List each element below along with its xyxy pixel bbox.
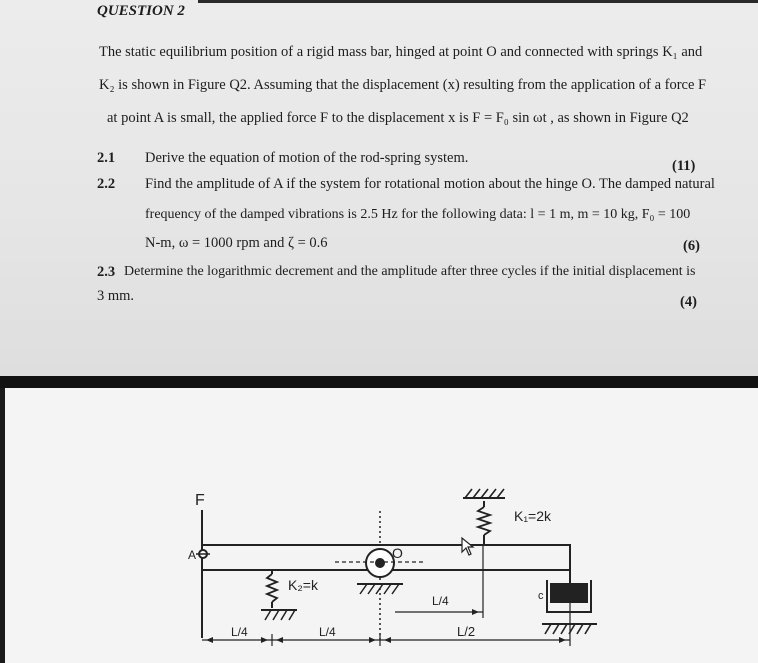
item-text-2-2-line1: Find the amplitude of A if the system for rotational motion about the hinge O. The damped natural	[145, 176, 715, 192]
intro-line-1: The static equilibrium position of a rigid mass bar, hinged at point O and connected with springs K₁ and	[99, 44, 703, 60]
damper-label: c	[538, 590, 544, 602]
dim-label-1: L/4	[231, 625, 248, 639]
force-label: F	[195, 492, 205, 509]
intro-line-3: at point A is small, the applied force F to the displacement x is F = F₀ sin ωt , as shown in Figure Q2	[107, 110, 689, 126]
dim-label-2: L/4	[319, 625, 336, 639]
spring2-coil	[267, 574, 277, 602]
intro-line-2: K₂ is shown in Figure Q2. Assuming that the displacement (x) resulting from the application of a force F	[99, 77, 707, 93]
item-number-2-2: 2.2	[97, 176, 116, 192]
dim-label-4: L/4	[432, 594, 449, 608]
figure-q2	[5, 388, 758, 663]
damper-ground-hatch	[545, 624, 591, 634]
damper-piston	[551, 584, 587, 602]
hinge-pin	[375, 558, 385, 568]
item-text-2-3-line1: Determine the logarithmic decrement and the amplitude after three cycles if the initial displacement is	[124, 264, 696, 279]
item-marks-2-3: (4)	[680, 294, 697, 310]
item-text-2-2-line2: frequency of the damped vibrations is 2.5 Hz for the following data: l = 1 m, m = 10 kg, F₀ = 100	[145, 207, 691, 222]
item-marks-2-2: (6)	[683, 238, 700, 254]
point-a-label: A	[188, 548, 197, 562]
mouse-cursor-icon	[462, 538, 473, 555]
question-title: QUESTION 2	[97, 3, 185, 19]
hinge-ground-hatch	[360, 584, 399, 594]
dim-label-3: L/2	[457, 624, 476, 639]
item-marks-2-1: (11)	[672, 158, 696, 174]
spring1-coil	[478, 507, 490, 535]
item-text-2-3-line2: 3 mm.	[97, 288, 135, 304]
figure-q2-drawing	[5, 388, 758, 663]
spring2-label: K₂=k	[288, 577, 318, 593]
point-o-label: O	[392, 545, 403, 561]
item-number-2-1: 2.1	[97, 150, 116, 166]
top-edge-bar	[198, 0, 758, 3]
spring1-label: K₁=2k	[514, 508, 552, 524]
item-text-2-1: Derive the equation of motion of the rod-spring system.	[145, 150, 469, 166]
item-number-2-3: 2.3	[97, 264, 116, 280]
item-text-2-2-line3: N-m, ω = 1000 rpm and ζ = 0.6	[145, 235, 328, 251]
divider-bar	[0, 376, 758, 388]
spring1-ground-hatch	[465, 489, 504, 498]
spring2-ground-hatch	[265, 610, 295, 620]
